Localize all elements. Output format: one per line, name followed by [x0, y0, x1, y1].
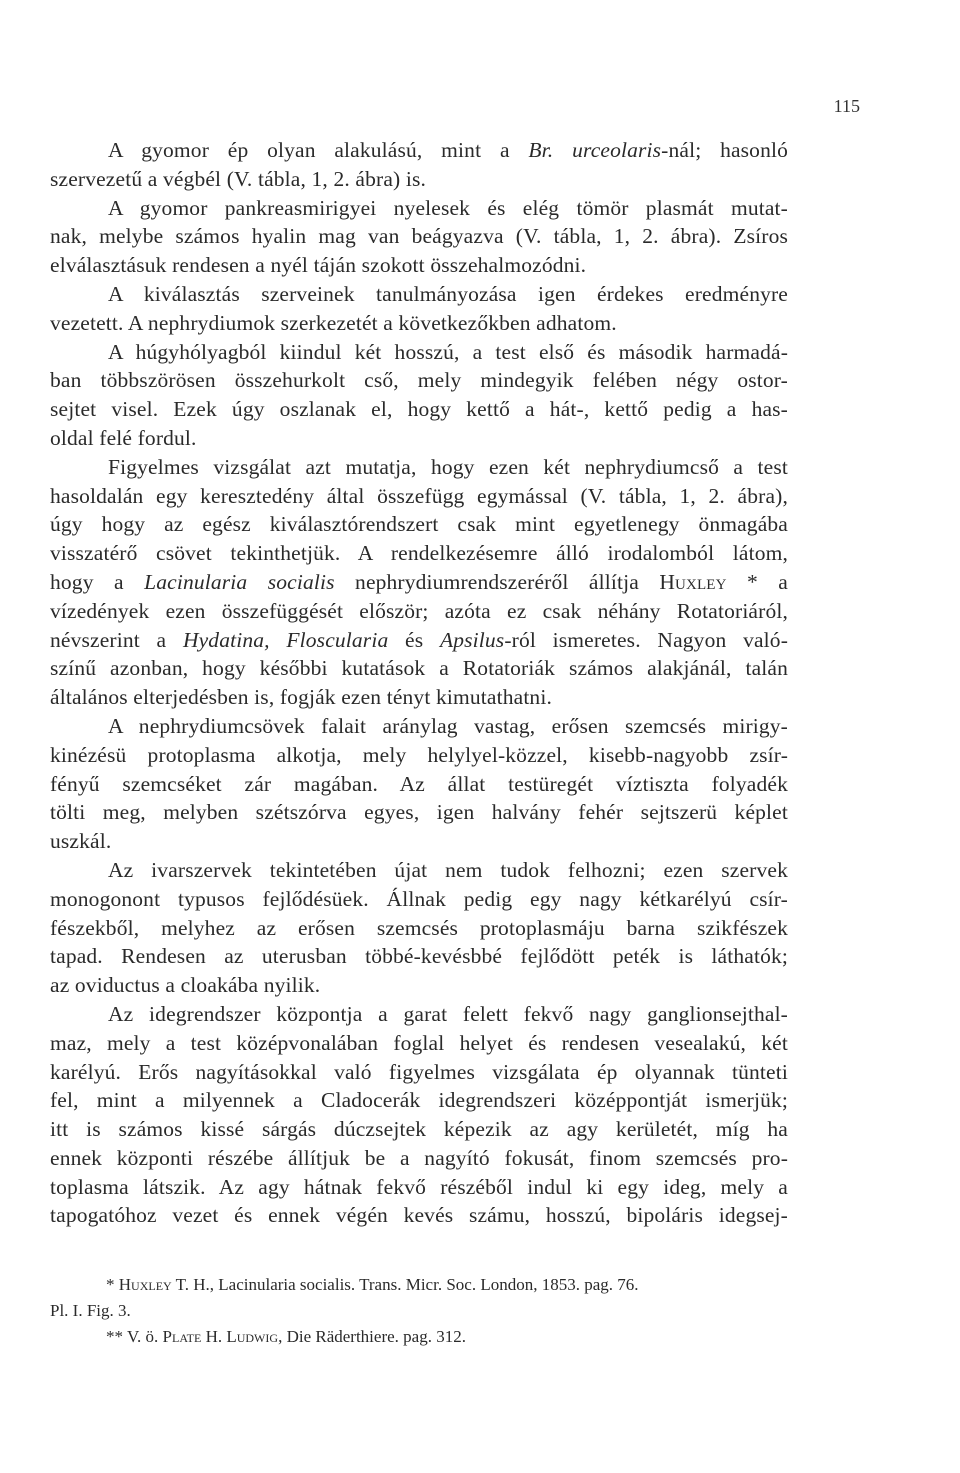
- text-line: [50, 712, 788, 741]
- text-line: [50, 741, 788, 770]
- text-segment: nak, melybe számos hyalin mag van beágyazva (V. tábla, 1, 2. ábra). Zsíros: [50, 224, 788, 249]
- text-segment: maz, mely a test középvonalában foglal helyet és rendesen vesealakú, két: [50, 1030, 788, 1055]
- text-line: [50, 798, 788, 827]
- body-text: [50, 136, 788, 1230]
- text-segment: karélyú. Erős nagyításokkal való figyelmes vizsgálata ép olyannak tünteti: [50, 1059, 788, 1084]
- author-name: Ludwig: [226, 1327, 279, 1346]
- text-segment: tölti meg, melyben szétszórva egyes, igen halvány fehér sejtszerü képlet: [50, 800, 788, 825]
- text-line: [50, 539, 788, 568]
- text-line: [50, 194, 788, 223]
- text-line: [50, 683, 788, 712]
- text-segment: Figyelmes vizsgálat azt mutatja, hogy ezen két nephrydiumcső a test: [108, 454, 788, 479]
- text-line: [50, 626, 788, 655]
- text-segment: A nephrydiumcsövek falait aránylag vastag, erősen szemcsés mirigy-: [108, 713, 788, 738]
- text-segment: az oviductus a cloakába nyilik.: [50, 973, 321, 998]
- author-name: Huxley: [118, 1275, 172, 1294]
- text-segment: oldal felé fordul.: [50, 425, 197, 450]
- text-line: [50, 222, 788, 251]
- text-line: [50, 1086, 788, 1115]
- text-line: [50, 1058, 788, 1087]
- italic-text: Br. urceolaris: [528, 138, 662, 162]
- text-segment: ** V. ö.: [106, 1327, 163, 1346]
- text-segment: ennek központi részébe állítjuk be a nagyító fokusát, finom szemcsés pro-: [50, 1145, 788, 1170]
- text-segment: sejtet visel. Ezek úgy oszlanak el, hogy kettő a hát-, kettő pedig a has-: [50, 397, 788, 422]
- text-segment: fészekből, melyhez az erősen szemcsés protoplasmáju barna szikfészek: [50, 915, 788, 940]
- text-line: [50, 482, 788, 511]
- text-segment: Pl. I. Fig. 3.: [50, 1301, 131, 1320]
- text-line: [50, 770, 788, 799]
- text-segment: színű azonban, hogy későbbi kutatások a Rotatoriák számos alakjánál, talán: [50, 656, 788, 681]
- text-segment: itt is számos kissé sárgás dúczsejtek képezik az agy kerületét, míg ha: [50, 1117, 788, 1142]
- text-line: [50, 827, 788, 856]
- text-line: [50, 597, 788, 626]
- text-segment: fényű szemcséket zár magában. Az állat testüregét víztiszta folyadék: [50, 771, 788, 796]
- text-segment: T. H., Lacinularia socialis. Trans. Micr. Soc. London, 1853. pag. 76.: [171, 1275, 639, 1294]
- text-line: [50, 1000, 788, 1029]
- text-line: [50, 654, 788, 683]
- text-segment: , Die Räderthiere. pag. 312.: [278, 1327, 466, 1346]
- text-segment: hasoldalán egy keresztedény által összefügg egymással (V. tábla, 1, 2. ábra),: [50, 483, 788, 508]
- author-name: Huxley: [659, 569, 727, 594]
- text-segment: úgy hogy az egész kiválasztórendszert csak mint egyetlenegy önmagába: [50, 512, 788, 537]
- text-segment: tapogatóhoz vezet és ennek végén kevés számu, hosszú, bipoláris idegsej-: [50, 1203, 788, 1228]
- text-segment: uszkál.: [50, 829, 112, 854]
- text-line: [50, 309, 788, 338]
- text-line: [50, 568, 788, 597]
- text-segment: H.: [201, 1327, 227, 1346]
- text-segment: visszatérő csövet tekinthetjük. A rendelkezésemre álló irodalomból látom,: [50, 541, 788, 566]
- page-number: 115: [833, 96, 860, 116]
- text-segment: A gyomor ép olyan alakulású, mint a: [108, 138, 529, 162]
- italic-text: Hydatina, Floscularia: [182, 627, 389, 652]
- text-segment: szervezetű a végbél (V. tábla, 1, 2. ábra) is.: [50, 166, 427, 191]
- footnote-line: [50, 1272, 788, 1298]
- text-line: [50, 856, 788, 885]
- text-line: [50, 971, 788, 1000]
- text-segment: monogonont typusos fejlődésüek. Állnak pedig egy nagy kétkarélyú csír-: [50, 886, 788, 911]
- author-name: Plate: [162, 1327, 202, 1346]
- text-segment: A húgyhólyagból kiindul két hosszú, a test első és második harmadá-: [108, 339, 788, 364]
- text-segment: -nál; hasonló: [661, 138, 788, 162]
- text-line: [50, 165, 788, 194]
- text-segment: ban többszörösen összehurkolt cső, mely mindegyik felében négy ostor-: [50, 368, 788, 393]
- text-segment: -ról ismeretes. Nagyon való-: [504, 627, 788, 652]
- text-line: [50, 1173, 788, 1202]
- text-segment: * a: [726, 569, 788, 594]
- text-segment: A kiválasztás szerveinek tanulmányozása igen érdekes eredményre: [108, 281, 788, 306]
- text-line: [50, 1115, 788, 1144]
- text-line: [50, 453, 788, 482]
- text-line: [50, 424, 788, 453]
- footnote-line: [50, 1298, 788, 1324]
- footnote-line: [50, 1324, 788, 1350]
- text-segment: Az idegrendszer központja a garat felett fekvő nagy ganglionsejthal-: [108, 1001, 788, 1026]
- text-segment: fel, mint a milyennek a Cladocerák idegrendszeri középpontját ismerjük;: [50, 1088, 788, 1113]
- text-segment: elválasztásuk rendesen a nyél táján szokott összehalmozódni.: [50, 253, 587, 278]
- text-segment: *: [106, 1275, 119, 1294]
- text-line: [50, 136, 788, 165]
- text-line: [50, 366, 788, 395]
- italic-text: Lacinularia socialis: [144, 569, 335, 594]
- text-line: [50, 251, 788, 280]
- text-segment: vezetett. A nephrydiumok szerkezetét a következőkben adhatom.: [50, 310, 617, 335]
- text-line: [50, 1144, 788, 1173]
- footnotes: [50, 1272, 788, 1350]
- text-segment: kinézésü protoplasma alkotja, mely helylyel-közzel, kisebb-nagyobb zsír-: [50, 742, 788, 767]
- text-segment: vízedények ezen összefüggését először; azóta ez csak néhány Rotatoriáról,: [50, 598, 788, 623]
- text-segment: névszerint a: [50, 627, 183, 652]
- text-line: [50, 280, 788, 309]
- text-line: [50, 1201, 788, 1230]
- text-segment: és: [388, 627, 440, 652]
- italic-text: Apsilus: [439, 627, 505, 652]
- text-line: [50, 1029, 788, 1058]
- text-line: [50, 914, 788, 943]
- text-segment: hogy a: [50, 569, 145, 594]
- text-line: [50, 885, 788, 914]
- text-segment: toplasma látszik. Az agy hátnak fekvő részéből indul ki egy ideg, mely a: [50, 1174, 788, 1199]
- text-segment: általános elterjedésben is, fogják ezen tényt kimutathatni.: [50, 685, 552, 710]
- text-line: [50, 395, 788, 424]
- text-line: [50, 942, 788, 971]
- text-segment: Az ivarszervek tekintetében újat nem tudok felhozni; ezen szervek: [108, 857, 788, 882]
- text-line: [50, 338, 788, 367]
- text-segment: tapad. Rendesen az uterusban többé-kevésbbé fejlődött peték is láthatók;: [50, 944, 788, 969]
- text-segment: A gyomor pankreasmirigyei nyelesek és elég tömör plasmát mutat-: [108, 195, 788, 220]
- text-segment: nephrydiumrendszeréről állítja: [334, 569, 660, 594]
- text-line: [50, 510, 788, 539]
